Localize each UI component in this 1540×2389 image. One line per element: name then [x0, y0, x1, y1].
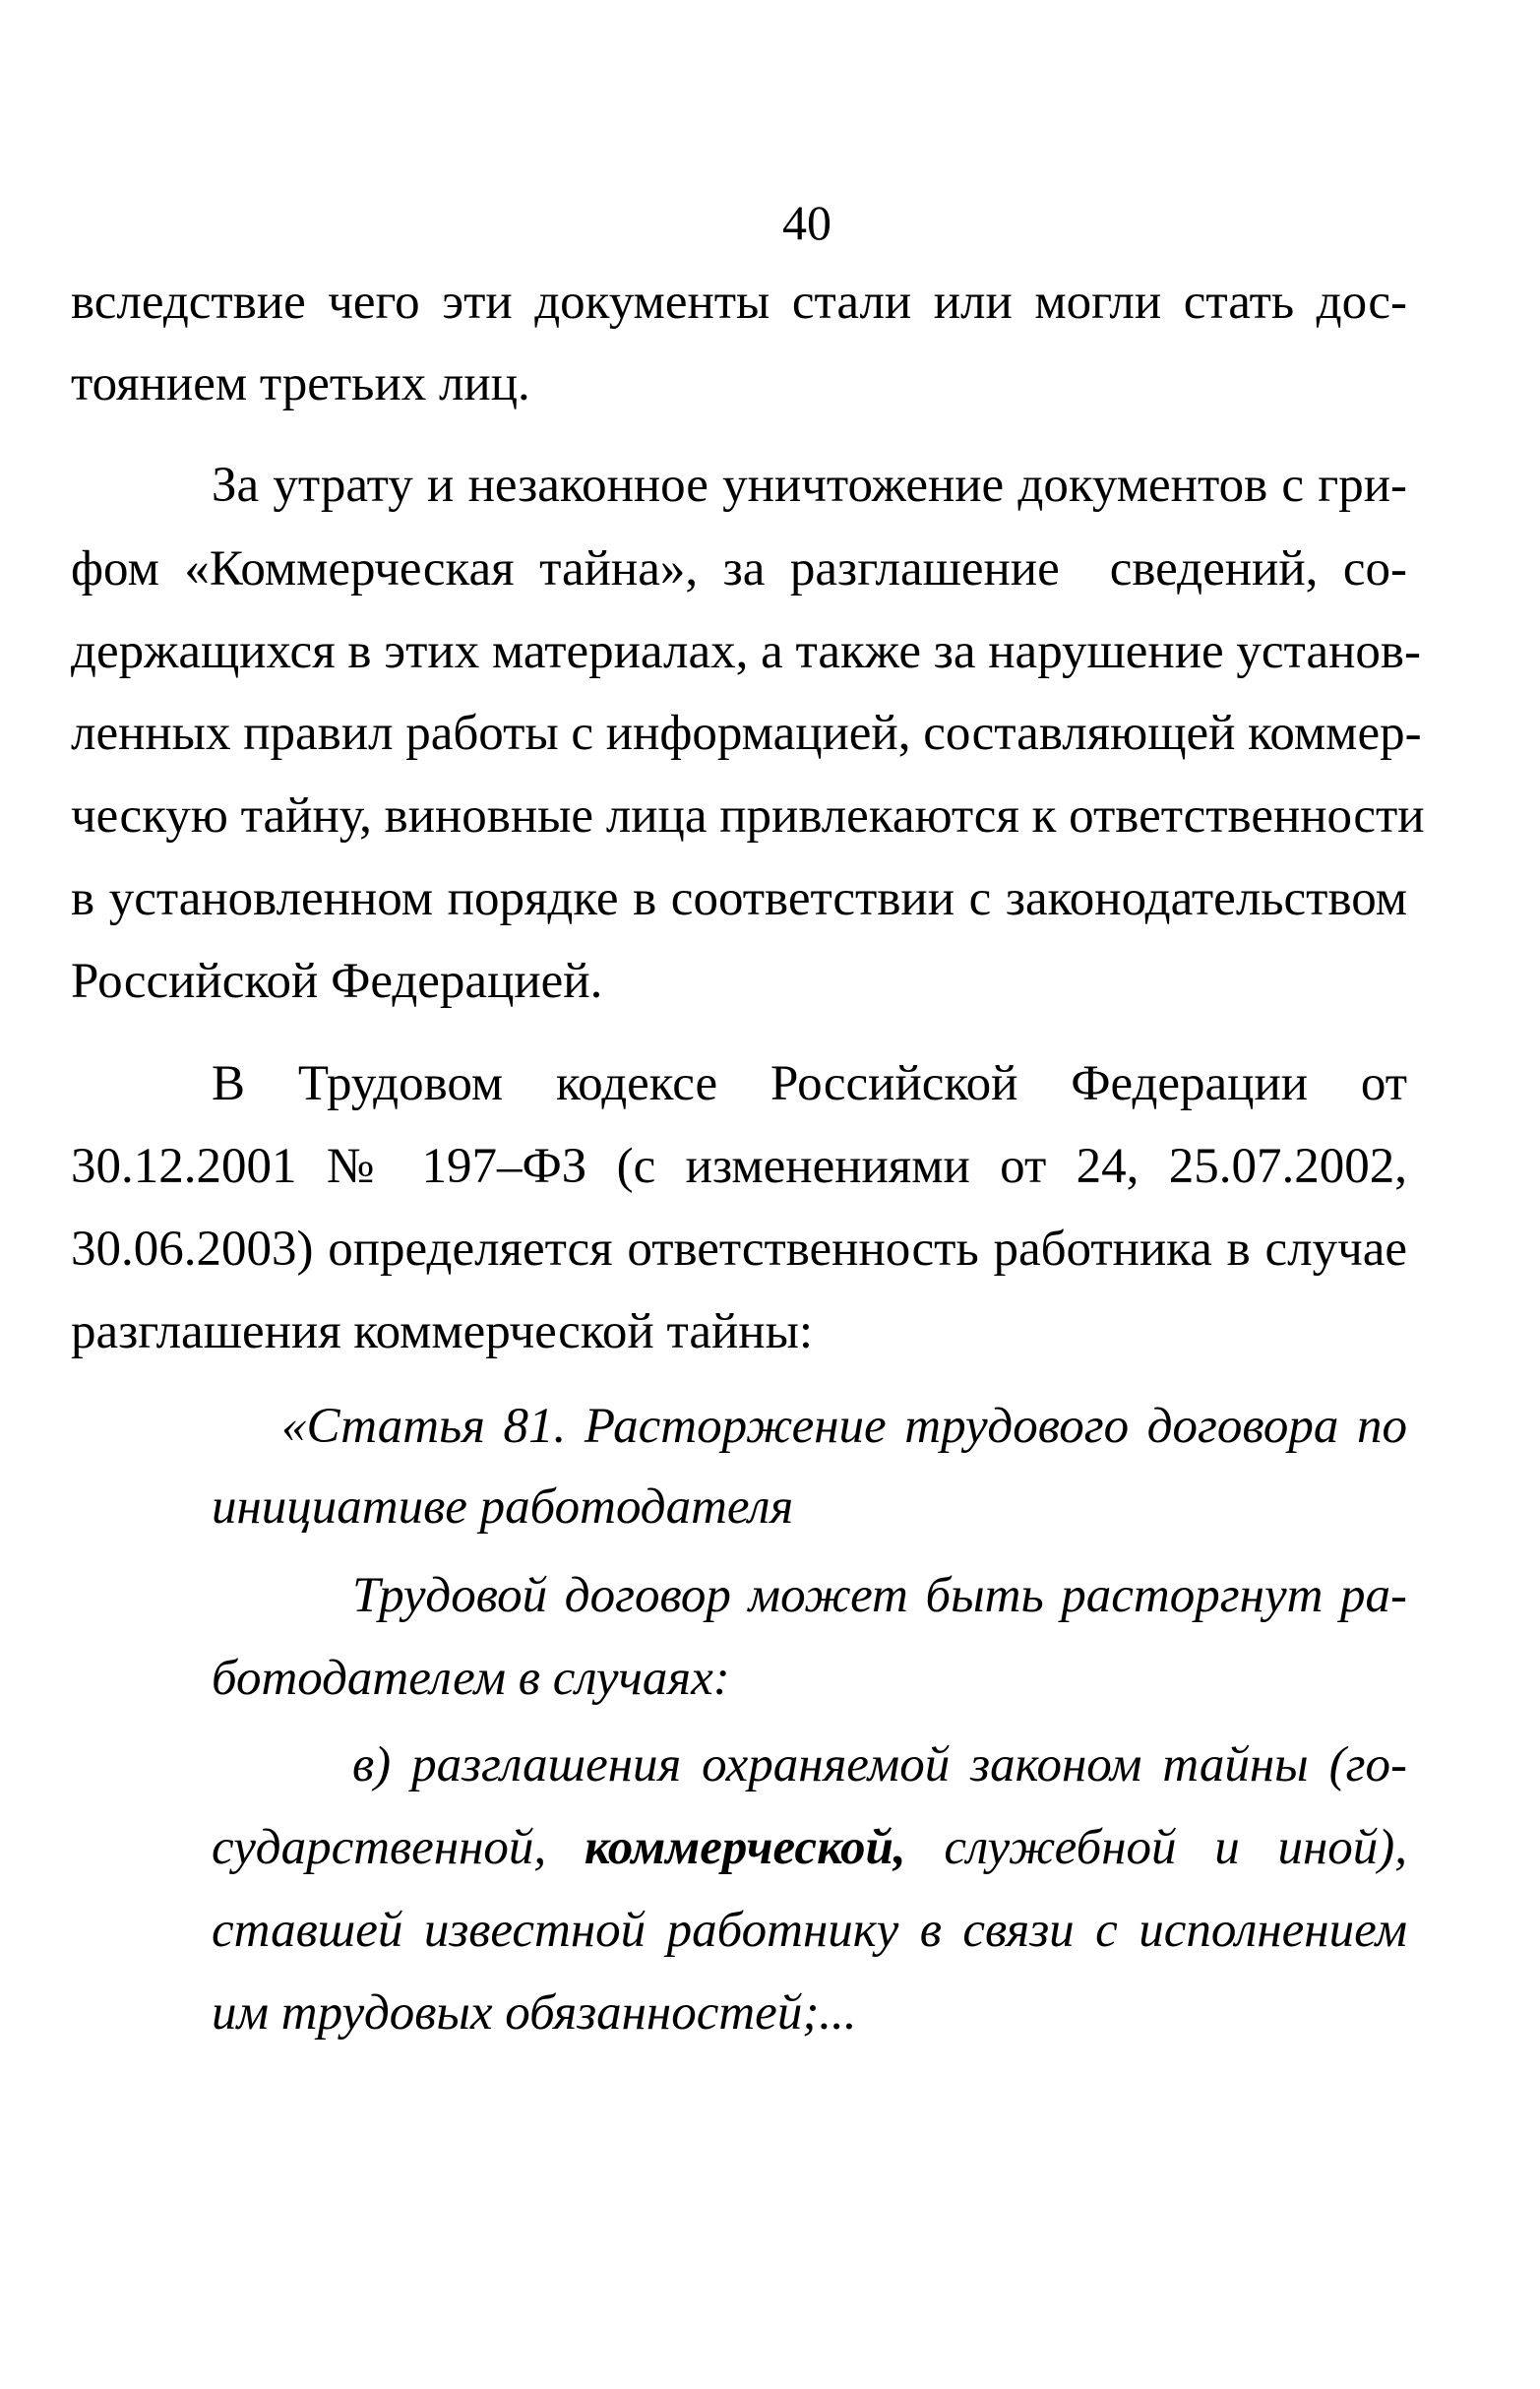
text-line: разглашения коммерческой тайны:	[71, 1304, 814, 1359]
text-line: За утрату и незаконное уничтожение документов с гри-	[212, 458, 1407, 513]
page-number: 40	[782, 195, 832, 250]
text-line: Российской Федерацией.	[71, 954, 603, 1009]
text-line: ленных правил работы с информацией, составляющей коммер-	[71, 706, 1422, 761]
text-line: ческую тайну, виновные лица привлекаются к ответственности	[71, 788, 1425, 844]
text-line: фом «Коммерческая тайна», за разглашение сведений, со-	[71, 541, 1407, 597]
quote-heading-line: «Статья 81. Расторжение трудового договора по	[281, 1399, 1407, 1454]
quote-item-line	[212, 1817, 1407, 1878]
emphasized-word: коммерческой,	[584, 1820, 906, 1875]
quote-text-line: Трудовой договор может быть расторгнут ра-	[352, 1568, 1407, 1623]
text-line: В Трудовом кодексе Российской Федерации от	[212, 1056, 1407, 1111]
text-line: 30.06.2003) определяется ответственность работника в случае	[71, 1222, 1407, 1277]
quote-item-line: им трудовых обязанностей;...	[212, 1985, 857, 2041]
text-line: вследствие чего эти документы стали или могли стать дос-	[71, 275, 1407, 330]
text-line: 30.12.2001 № 197–ФЗ (с изменениями от 24, 25.07.2002,	[71, 1139, 1407, 1194]
text-line: тоянием третьих лиц.	[71, 356, 530, 411]
text-line: в установленном порядке в соответствии с законодательством	[71, 871, 1407, 926]
quote-text-line: ботодателем в случаях:	[212, 1651, 730, 1706]
text-line: держащихся в этих материалах, а также за нарушение установ-	[71, 624, 1421, 679]
quote-item-line: ставшей известной работнику в связи с исполнением	[212, 1903, 1407, 1958]
quote-text-fragment: сударственной,	[212, 1820, 547, 1875]
quote-heading-line: инициативе работодателя	[212, 1479, 794, 1535]
quote-text-fragment: служебной и иной),	[944, 1820, 1408, 1875]
quote-item-line: в) разглашения охраняемой законом тайны (го-	[352, 1737, 1407, 1792]
